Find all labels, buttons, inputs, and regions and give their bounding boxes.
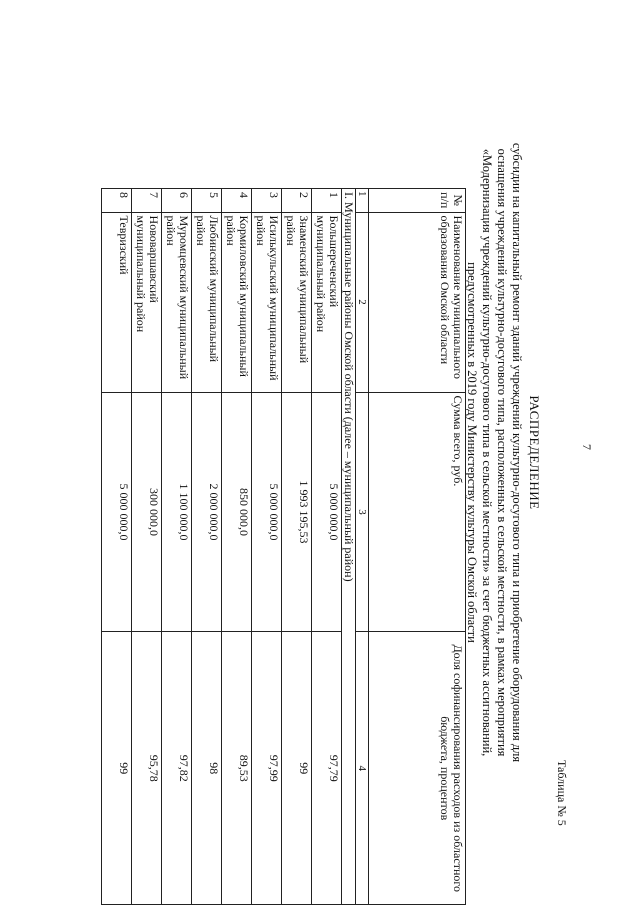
row-number: 1 — [312, 189, 342, 213]
header-sum: Сумма всего, руб. — [369, 392, 466, 632]
header-share: Доля софинансирования расходов из областного бюджета, процентов — [369, 632, 466, 905]
municipality-name: Любинский муниципальный район — [192, 212, 222, 392]
table-row — [312, 189, 342, 905]
subtitle-line: предусмотренных в 2019 году Министерству культуры Омской области — [465, 262, 479, 643]
row-number: 2 — [282, 189, 312, 213]
column-number: 4 — [356, 632, 369, 905]
sum-value: 5 000 000,0 — [327, 483, 341, 541]
municipality-name: Кормиловский муниципальный район — [222, 212, 252, 392]
municipality-name: Тевризский — [102, 212, 132, 392]
table-row — [132, 189, 162, 905]
sum-value: 2 000 000,0 — [207, 483, 221, 541]
row-number: 6 — [162, 189, 192, 213]
share-value: 97,82 — [177, 754, 191, 782]
table-row — [102, 189, 132, 905]
section-row — [342, 189, 356, 905]
distribution-table — [101, 188, 466, 905]
municipality-name: Большереченский муниципальный район — [312, 212, 342, 392]
share-value: 97,79 — [327, 754, 341, 782]
subtitle-line: «Модернизация учреждений культурно-досугового типа в сельской местности» за счет бюджетных ассигнований, — [480, 148, 494, 757]
table-row — [162, 189, 192, 905]
share-value: 99 — [117, 762, 131, 775]
row-number: 8 — [102, 189, 132, 213]
row-number: 5 — [192, 189, 222, 213]
share-value: 99 — [297, 762, 311, 775]
table-row — [282, 189, 312, 905]
sum-value: 1 993 195,53 — [297, 480, 311, 544]
table-label: Таблица № 5 — [555, 760, 569, 826]
sum-value: 850 000,0 — [237, 488, 251, 536]
column-number-row — [356, 189, 369, 905]
page-number: 7 — [580, 444, 594, 450]
sum-value: 5 000 000,0 — [117, 483, 131, 541]
share-value: 97,99 — [267, 754, 281, 782]
row-number: 7 — [132, 189, 162, 213]
municipality-name: Нововаршавский муниципальный район — [132, 212, 162, 392]
row-number: 4 — [222, 189, 252, 213]
column-number: 3 — [356, 392, 369, 632]
municipality-name: Муромцевский муниципальный район — [162, 212, 192, 392]
section-title: I. Муниципальные районы Омской области (далее – муниципальный район) — [342, 189, 356, 905]
sum-value: 300 000,0 — [147, 488, 161, 536]
sum-value: 5 000 000,0 — [267, 483, 281, 541]
document-title: РАСПРЕДЕЛЕНИЕ — [527, 395, 542, 510]
subtitle-line: оснащения учреждений культурно-досугового типа, расположенных в сельской местности, в рамках мероприятия — [495, 148, 509, 757]
subtitle-line: субсидии на капитальный ремонт зданий учреждений культурно-досугового типа и приобретение оборудования для — [510, 142, 524, 763]
header-municipality: Наименование муниципального образования Омской области — [369, 212, 466, 392]
share-value: 98 — [207, 762, 221, 775]
table-header-row — [369, 189, 466, 905]
municipality-name: Исилькульский муниципальный район — [252, 212, 282, 392]
column-number: 2 — [356, 212, 369, 392]
column-number: 1 — [356, 189, 369, 213]
share-value: 95,78 — [147, 754, 161, 782]
sum-value: 1 100 000,0 — [177, 483, 191, 541]
row-number: 3 — [252, 189, 282, 213]
municipality-name: Знаменский муниципальный район — [282, 212, 312, 392]
table-row — [192, 189, 222, 905]
table-row — [222, 189, 252, 905]
table-row — [252, 189, 282, 905]
header-number: № п/п — [369, 189, 466, 213]
share-value: 89,53 — [237, 754, 251, 782]
